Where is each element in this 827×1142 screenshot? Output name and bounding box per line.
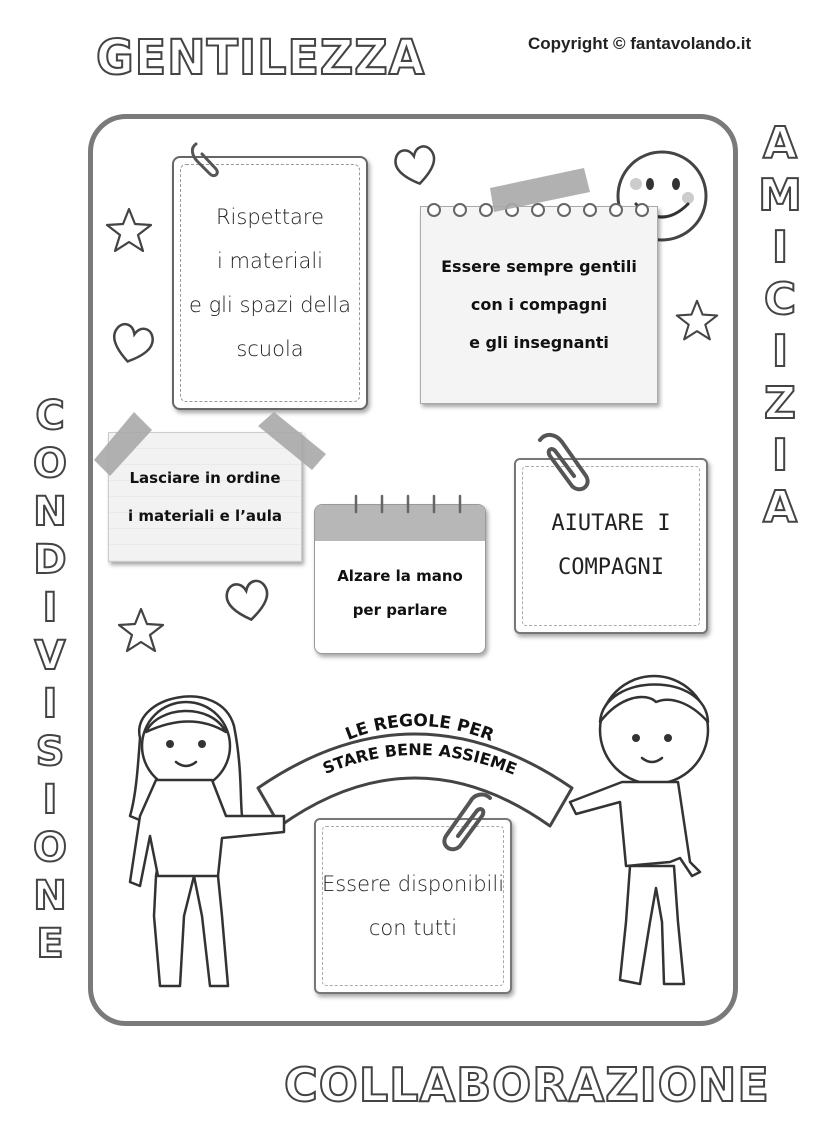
side-word-letter: Z	[764, 378, 796, 429]
side-word-letter: N	[33, 489, 67, 535]
rule-card-rispettare	[172, 156, 368, 410]
side-word-letter: I	[42, 681, 58, 727]
star-icon	[104, 206, 154, 256]
side-word-letter: S	[35, 729, 65, 775]
side-word-letter: I	[42, 585, 58, 631]
girl-illustration	[110, 676, 300, 1006]
card-line: i materiali	[217, 249, 323, 273]
side-word-letters	[752, 118, 808, 533]
tape-icon	[94, 410, 154, 480]
side-word-letter: M	[758, 170, 802, 221]
tape-icon	[488, 166, 592, 214]
side-word-letter: I	[42, 777, 58, 823]
card-line: Alzare la mano	[337, 567, 463, 585]
card-line: Essere disponibili	[321, 872, 505, 896]
side-word-letter: N	[33, 873, 67, 919]
card-line: Lasciare in ordine	[129, 469, 281, 487]
side-word-letter: E	[36, 921, 64, 967]
paperclip-icon	[188, 140, 222, 180]
heart-icon	[108, 320, 156, 366]
side-word-letter: I	[771, 430, 789, 481]
side-word-letter: A	[762, 118, 798, 169]
side-word-letter: V	[34, 633, 66, 679]
paperclip-icon	[530, 430, 594, 496]
card-line: con tutti	[368, 916, 458, 940]
side-word-left	[22, 393, 78, 972]
side-word-bottom: COLLABORAZIONE	[284, 1058, 770, 1112]
rule-card-mano	[314, 504, 486, 654]
side-word-letter: I	[771, 326, 789, 377]
side-word-right	[752, 118, 808, 538]
side-word-letters	[22, 393, 78, 967]
card-line: e gli insegnanti	[469, 333, 609, 352]
card-line: AIUTARE I	[551, 511, 671, 536]
side-word-letter: C	[763, 274, 797, 325]
card-line: COMPAGNI	[558, 555, 664, 580]
card-line: scuola	[236, 337, 304, 361]
side-word-letter: I	[771, 222, 789, 273]
calendar-rings	[314, 494, 486, 518]
card-line: Rispettare	[215, 205, 325, 229]
rule-card-gentili	[420, 206, 658, 404]
paperclip-icon	[436, 790, 500, 856]
heart-icon	[392, 142, 440, 188]
side-word-letter: C	[35, 393, 65, 439]
boy-illustration	[560, 662, 720, 1002]
card-line: con i compagni	[470, 295, 608, 314]
card-line: per parlare	[352, 601, 448, 619]
side-word-letter: O	[32, 825, 67, 871]
card-line: e gli spazi della	[188, 293, 351, 317]
side-word-letter: D	[33, 537, 67, 583]
copyright-text: Copyright © fantavolando.it	[528, 34, 752, 53]
star-icon	[674, 298, 720, 344]
banner-line-2: STARE BENE ASSIEME	[319, 739, 520, 779]
side-word-letter: A	[762, 482, 798, 533]
tape-icon	[258, 410, 328, 472]
card-line: Essere sempre gentili	[441, 257, 637, 276]
star-icon	[116, 606, 166, 656]
side-word-letter: O	[32, 441, 67, 487]
card-line: i materiali e l’aula	[128, 507, 282, 525]
page-title: GENTILEZZA	[96, 28, 426, 86]
heart-icon	[222, 576, 274, 624]
banner-line-1: LE REGOLE PER	[342, 710, 497, 746]
